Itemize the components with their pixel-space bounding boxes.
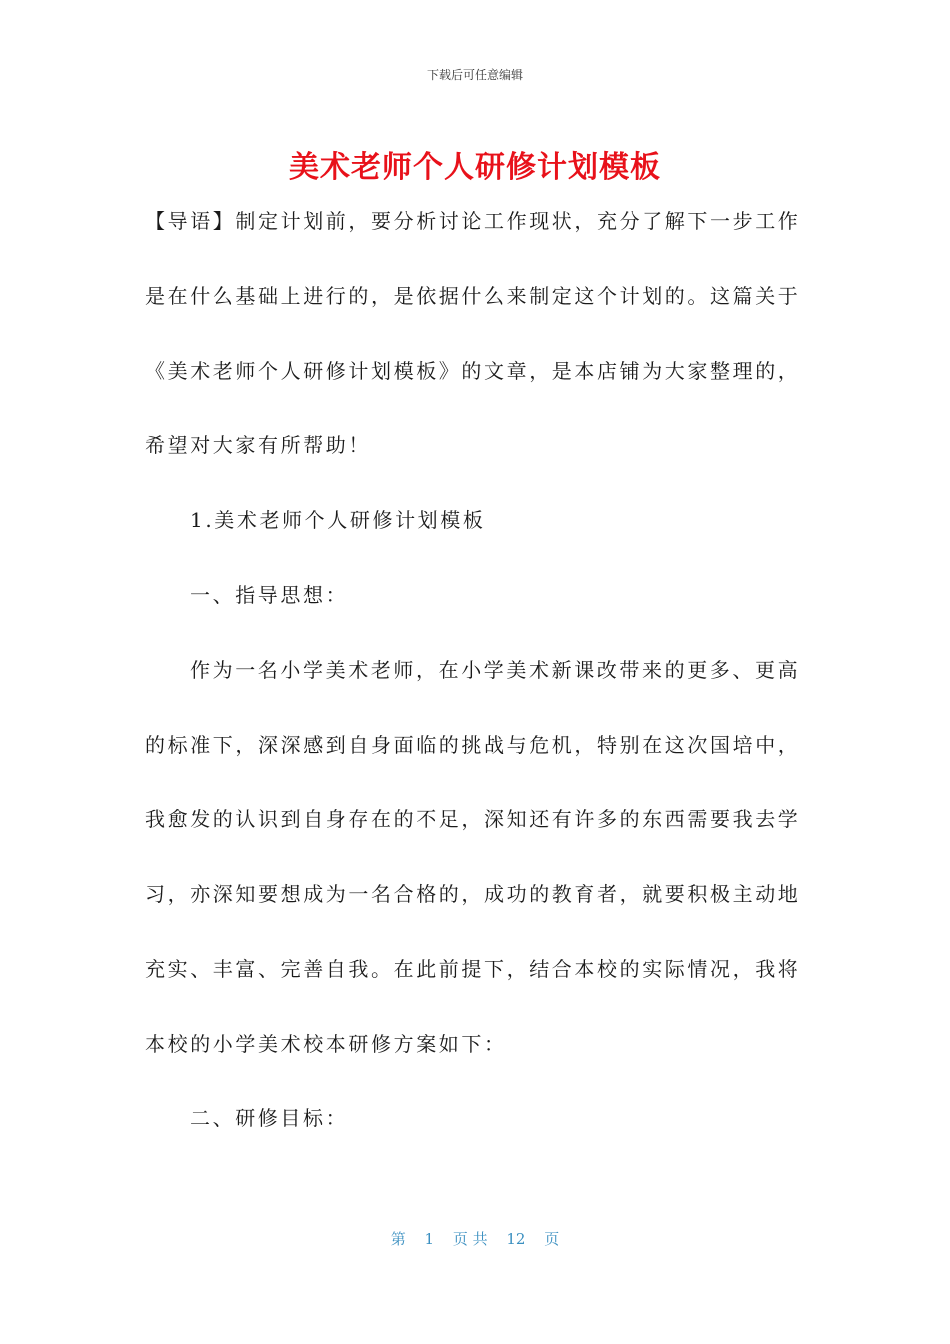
header-note: 下载后可任意编辑: [426, 68, 523, 82]
document-title: 美术老师个人研修计划模板: [289, 150, 661, 185]
paragraph-line: 作为一名小学美术老师，在小学美术新课改带来的更多、更高: [190, 658, 801, 682]
paragraph-line: 本校的小学美术校本研修方案如下：: [145, 1032, 507, 1056]
footer-prefix: 第: [390, 1230, 406, 1248]
paragraph-line: 习，亦深知要想成为一名合格的，成功的教育者，就要积极主动地: [145, 882, 801, 906]
section-heading: 二、研修目标：: [190, 1106, 349, 1130]
paragraph-line: 充实、丰富、完善自我。在此前提下，结合本校的实际情况，我将: [145, 957, 801, 981]
section-heading: 一、指导思想：: [190, 583, 349, 607]
page-total: 12: [506, 1230, 526, 1248]
footer-middle: 页 共: [452, 1230, 488, 1248]
page-footer: [0, 1228, 950, 1249]
paragraph-line: 希望对大家有所帮助！: [145, 433, 371, 457]
section-heading: 1.美术老师个人研修计划模板: [190, 508, 486, 532]
paragraph-line: 是在什么基础上进行的，是依据什么来制定这个计划的。这篇关于: [145, 284, 801, 308]
paragraph-line: 的标准下，深深感到自身面临的挑战与危机，特别在这次国培中，: [145, 733, 801, 757]
paragraph-line: 我愈发的认识到自身存在的不足，深知还有许多的东西需要我去学: [145, 807, 801, 831]
paragraph-line: 《美术老师个人研修计划模板》的文章，是本店铺为大家整理的，: [145, 359, 801, 383]
footer-suffix: 页: [544, 1230, 560, 1248]
paragraph-line: 【导语】制定计划前，要分析讨论工作现状，充分了解下一步工作: [145, 209, 801, 233]
page-number: 1: [424, 1230, 435, 1248]
